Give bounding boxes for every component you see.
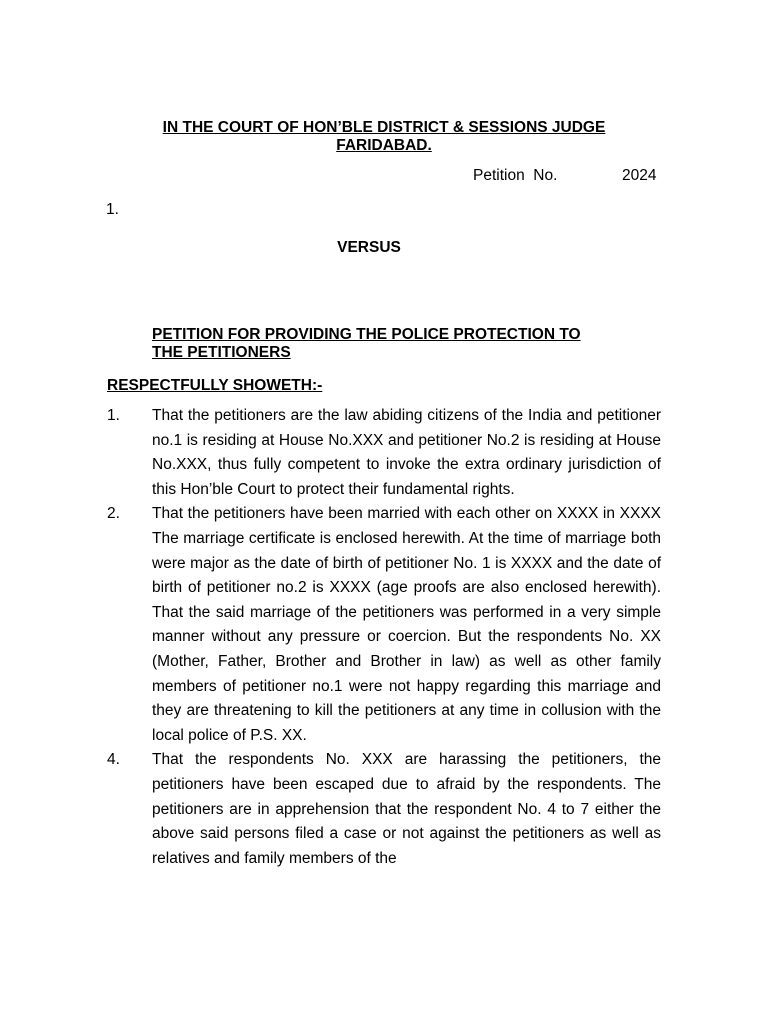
court-heading xyxy=(0,119,768,155)
respectfully-showeth-heading: RESPECTFULLY SHOWETH:- xyxy=(107,377,323,394)
paragraph-number: 2. xyxy=(107,505,120,523)
paragraph-text: That the respondents No. XXX are harassing the petitioners, the petitioners have been escaped due to afraid by the respondents. The petitioners are in apprehension that the respondent No. 4 to 7 either the above said persons filed a case or not against the petitioners as well as relatives and family members of the xyxy=(152,751,661,867)
petition-number-label: Petition No. xyxy=(473,167,558,184)
paragraph xyxy=(107,502,661,748)
paragraph-text: That the petitioners have been married with each other on XXXX in XXXX The marriage certificate is enclosed herewith. At the time of marriage both were major as the date of birth of petitioner No. 1 is XXXX and the date of birth of petitioner no.2 is XXXX (age proofs are also enclosed herewith). That the said marriage of the petitioners was performed in a very simple manner without any pressure or coercion. But the respondents No. XX (Mother, Father, Brother and Brother in law) as well as other family members of petitioner no.1 were not happy regarding this marriage and they are threatening to kill the petitioners at any time in collusion with the local police of P.S. XX. xyxy=(152,505,661,744)
paragraph-text: That the petitioners are the law abiding citizens of the India and petitioner no.1 is residing at House No.XXX and petitioner No.2 is residing at House No.XXX, thus fully competent to invoke the extra ordinary jurisdiction of this Hon’ble Court to protect their fundamental rights. xyxy=(152,407,661,498)
court-heading-line2: FARIDABAD. xyxy=(336,137,432,154)
court-heading-line1: IN THE COURT OF HON’BLE DISTRICT & SESSIONS JUDGE xyxy=(162,119,606,136)
paragraph-list xyxy=(107,404,661,871)
first-party-number: 1. xyxy=(106,201,119,218)
paragraph-number: 1. xyxy=(107,407,120,424)
petition-title xyxy=(152,326,672,362)
paragraph xyxy=(107,748,661,871)
versus-heading: VERSUS xyxy=(337,239,401,256)
paragraph-number: 4. xyxy=(107,751,120,769)
paragraph xyxy=(107,404,661,502)
petition-year: 2024 xyxy=(622,167,657,184)
petition-number xyxy=(473,167,657,185)
petition-title-line2: THE PETITIONERS xyxy=(152,344,291,361)
petition-title-line1: PETITION FOR PROVIDING THE POLICE PROTECTION TO xyxy=(152,326,581,343)
